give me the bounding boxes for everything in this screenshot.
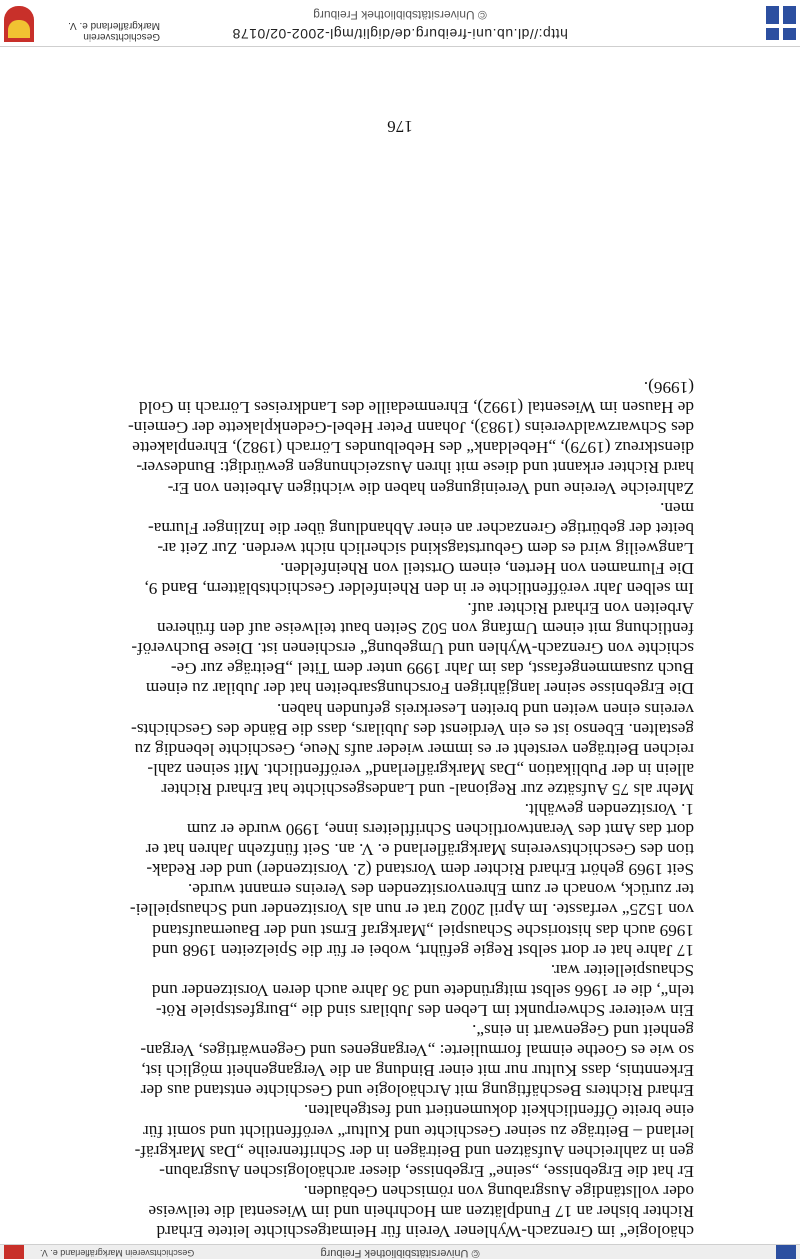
text-line: de Hausen im Wiesental (1992), Ehrenmedaille des Landkreises Lörrach in Gold [138,398,694,418]
text-line: oder vollständige Ausgrabung von römischen Gebäuden. [303,1181,694,1201]
text-line: lerland – Beiträge zu seiner Geschichte und Kultur“ veröffentlicht und somit für [143,1121,694,1141]
text-line: von 1525“ verfasste. Im April 2002 trat er nun als Vorsitzender und Schauspiellei- [129,900,694,920]
text-line: 1. Vorsitzenden gewählt. [524,800,694,820]
copyright-notice: © Universitätsbibliothek Freiburg [313,8,487,22]
viewer-footer-strip [0,0,800,47]
text-line: gen in zahlreichen Aufsätzen und Beiträgen in der Schriftenreihe „Das Markgräf- [134,1141,694,1161]
text-line: Ein weiterer Schwerpunkt im Leben des Jubilars sind die „Burgfestspiele Röt- [155,1000,694,1020]
text-line: Seit 1969 gehört Erhard Richter dem Vorstand (2. Vorsitzender) und der Redak- [146,860,694,880]
text-line: teln“, die er 1966 selbst mitgründete und 36 Jahre auch deren Vorsitzender und [151,980,694,1000]
permalink-url[interactable]: http://dl.ub.uni-freiburg.de/diglit/mgl-2002-02/0178 [232,26,568,42]
text-line: des Schwarzwaldvereins (1983), Johann Peter Hebel-Gedenkplakette der Gemein- [127,418,694,438]
text-line: so wie es Goethe einmal formulierte: „Vergangenes und Gegenwärtiges, Vergan- [140,1041,694,1061]
society-crest-icon [4,6,34,42]
text-line: chäologie“ im Grenzach-Wyhlener Verein für Heimatgeschichte leitete Erhard [156,1222,694,1241]
society-name [40,20,160,42]
text-line: reichen Beiträgen versteht er es immer wieder aufs Neue, Geschichte lebendig zu [134,739,694,759]
text-line: Die Ergebnisse seiner langjährigen Forschungsarbeiten hat der Jubilar zu einem [145,679,694,699]
text-line: Zahlreiche Vereine und Vereinigungen haben die wichtigen Arbeiten von Er- [167,478,694,498]
text-line: eine breite Öffentlichkeit dokumentiert und festgehalten. [303,1101,694,1121]
text-line: dienstkreuz (1979), „Hebeldank“ des Hebelbundes Lörrach (1982), Ehrenplakette [132,438,694,458]
text-line: 1969 auch das historische Schauspiel „Markgraf Ernst und der Bauernaufstand [152,920,694,940]
text-line: dort das Amt des Verantwortlichen Schriftleiters inne, 1990 wurde er zum [186,820,694,840]
text-line: schichte von Grenzach-Wyhlen und Umgebung“ erschienen ist. Diese Buchveröf- [131,639,694,659]
text-line: Erkenntnis, dass Kultur nur mit einer Bindung an die Vergangenheit möglich ist, [141,1061,694,1081]
text-line: men. [660,498,694,518]
document-body-text [106,377,694,1241]
text-line: beitet der gebürtige Grenzacher an einer Abhandlung über die Inzlinger Flurna- [148,518,694,538]
library-logo-icon [776,1245,796,1259]
text-line: fentlichung mit einem Umfang von 502 Seiten baut teilweise auf den früheren [157,619,694,639]
text-line: Richter bisher an 17 Fundplätzen am Hochrhein und im Wiesental die teilweise [148,1201,694,1221]
text-line: Er hat die Ergebnisse, „seine“ Ergebnisse, dieser archäologischen Ausgrabun- [159,1161,694,1181]
text-line: allein in der Publikation „Das Markgräflerland“ veröffentlicht. Mit seinen zahl- [147,759,694,779]
text-line: Arbeiten von Erhard Richter auf. [467,599,694,619]
header-copyright: © Universitätsbibliothek Freiburg [320,1247,480,1259]
society-name-line2: Markgräflerland e. V. [68,20,160,31]
header-society: Geschichtsverein Markgräflerland e. V. [40,1248,195,1258]
text-line: 17 Jahre hat er dort selbst Regie geführt, wobei er für die Spielzeiten 1968 und [152,940,694,960]
society-crest-icon [4,1245,24,1259]
viewer-header-strip [0,1244,800,1259]
text-line: Im selben Jahr veröffentlichte er in den Rheinfelder Geschichtsblättern, Band 9, [144,579,694,598]
text-line: vereins einen weiten und breiten Leserkreis gefunden haben. [276,699,694,719]
society-name-line1: Geschichtsverein [83,31,160,42]
text-line: hard Richter erkannt und diese mit ihren Auszeichnungen gewürdigt: Bundesver- [136,458,694,478]
text-line: genheit und Gegenwart in eins“. [472,1021,694,1041]
text-line: Die Flurnamen von Herten, einem Ortsteil von Rheinfelden. [280,558,694,578]
text-line: gestalten. Ebenso ist es ein Verdienst des Jubilars, dass die Bände des Geschichts- [131,719,694,739]
text-line: (1996). [643,378,694,398]
text-line: ter zurück, wonach er zum Ehrenvorsitzenden des Vereins ernannt wurde. [187,880,694,900]
text-line: Buch zusammengefasst, das im Jahr 1999 unter dem Titel „Beiträge zur Ge- [170,659,694,679]
library-logo-icon [766,6,796,40]
text-line: Mehr als 75 Aufsätze zur Regional- und Landesgeschichte hat Erhard Richter [161,779,694,799]
page-number: 176 [387,117,413,136]
text-line: Langweilig wird es dem Geburtstagskind sicherlich nicht werden. Zur Zeit ar- [157,538,694,558]
text-line: Schauspielleiter war. [550,960,694,980]
text-line: tion des Geschichtsvereins Markgräflerland e. V. an. Seit fünfzehn Jahren hat er [145,840,694,860]
text-line: Erhard Richters Beschäftigung mit Archäologie und Geschichte entstand aus der [140,1081,694,1101]
